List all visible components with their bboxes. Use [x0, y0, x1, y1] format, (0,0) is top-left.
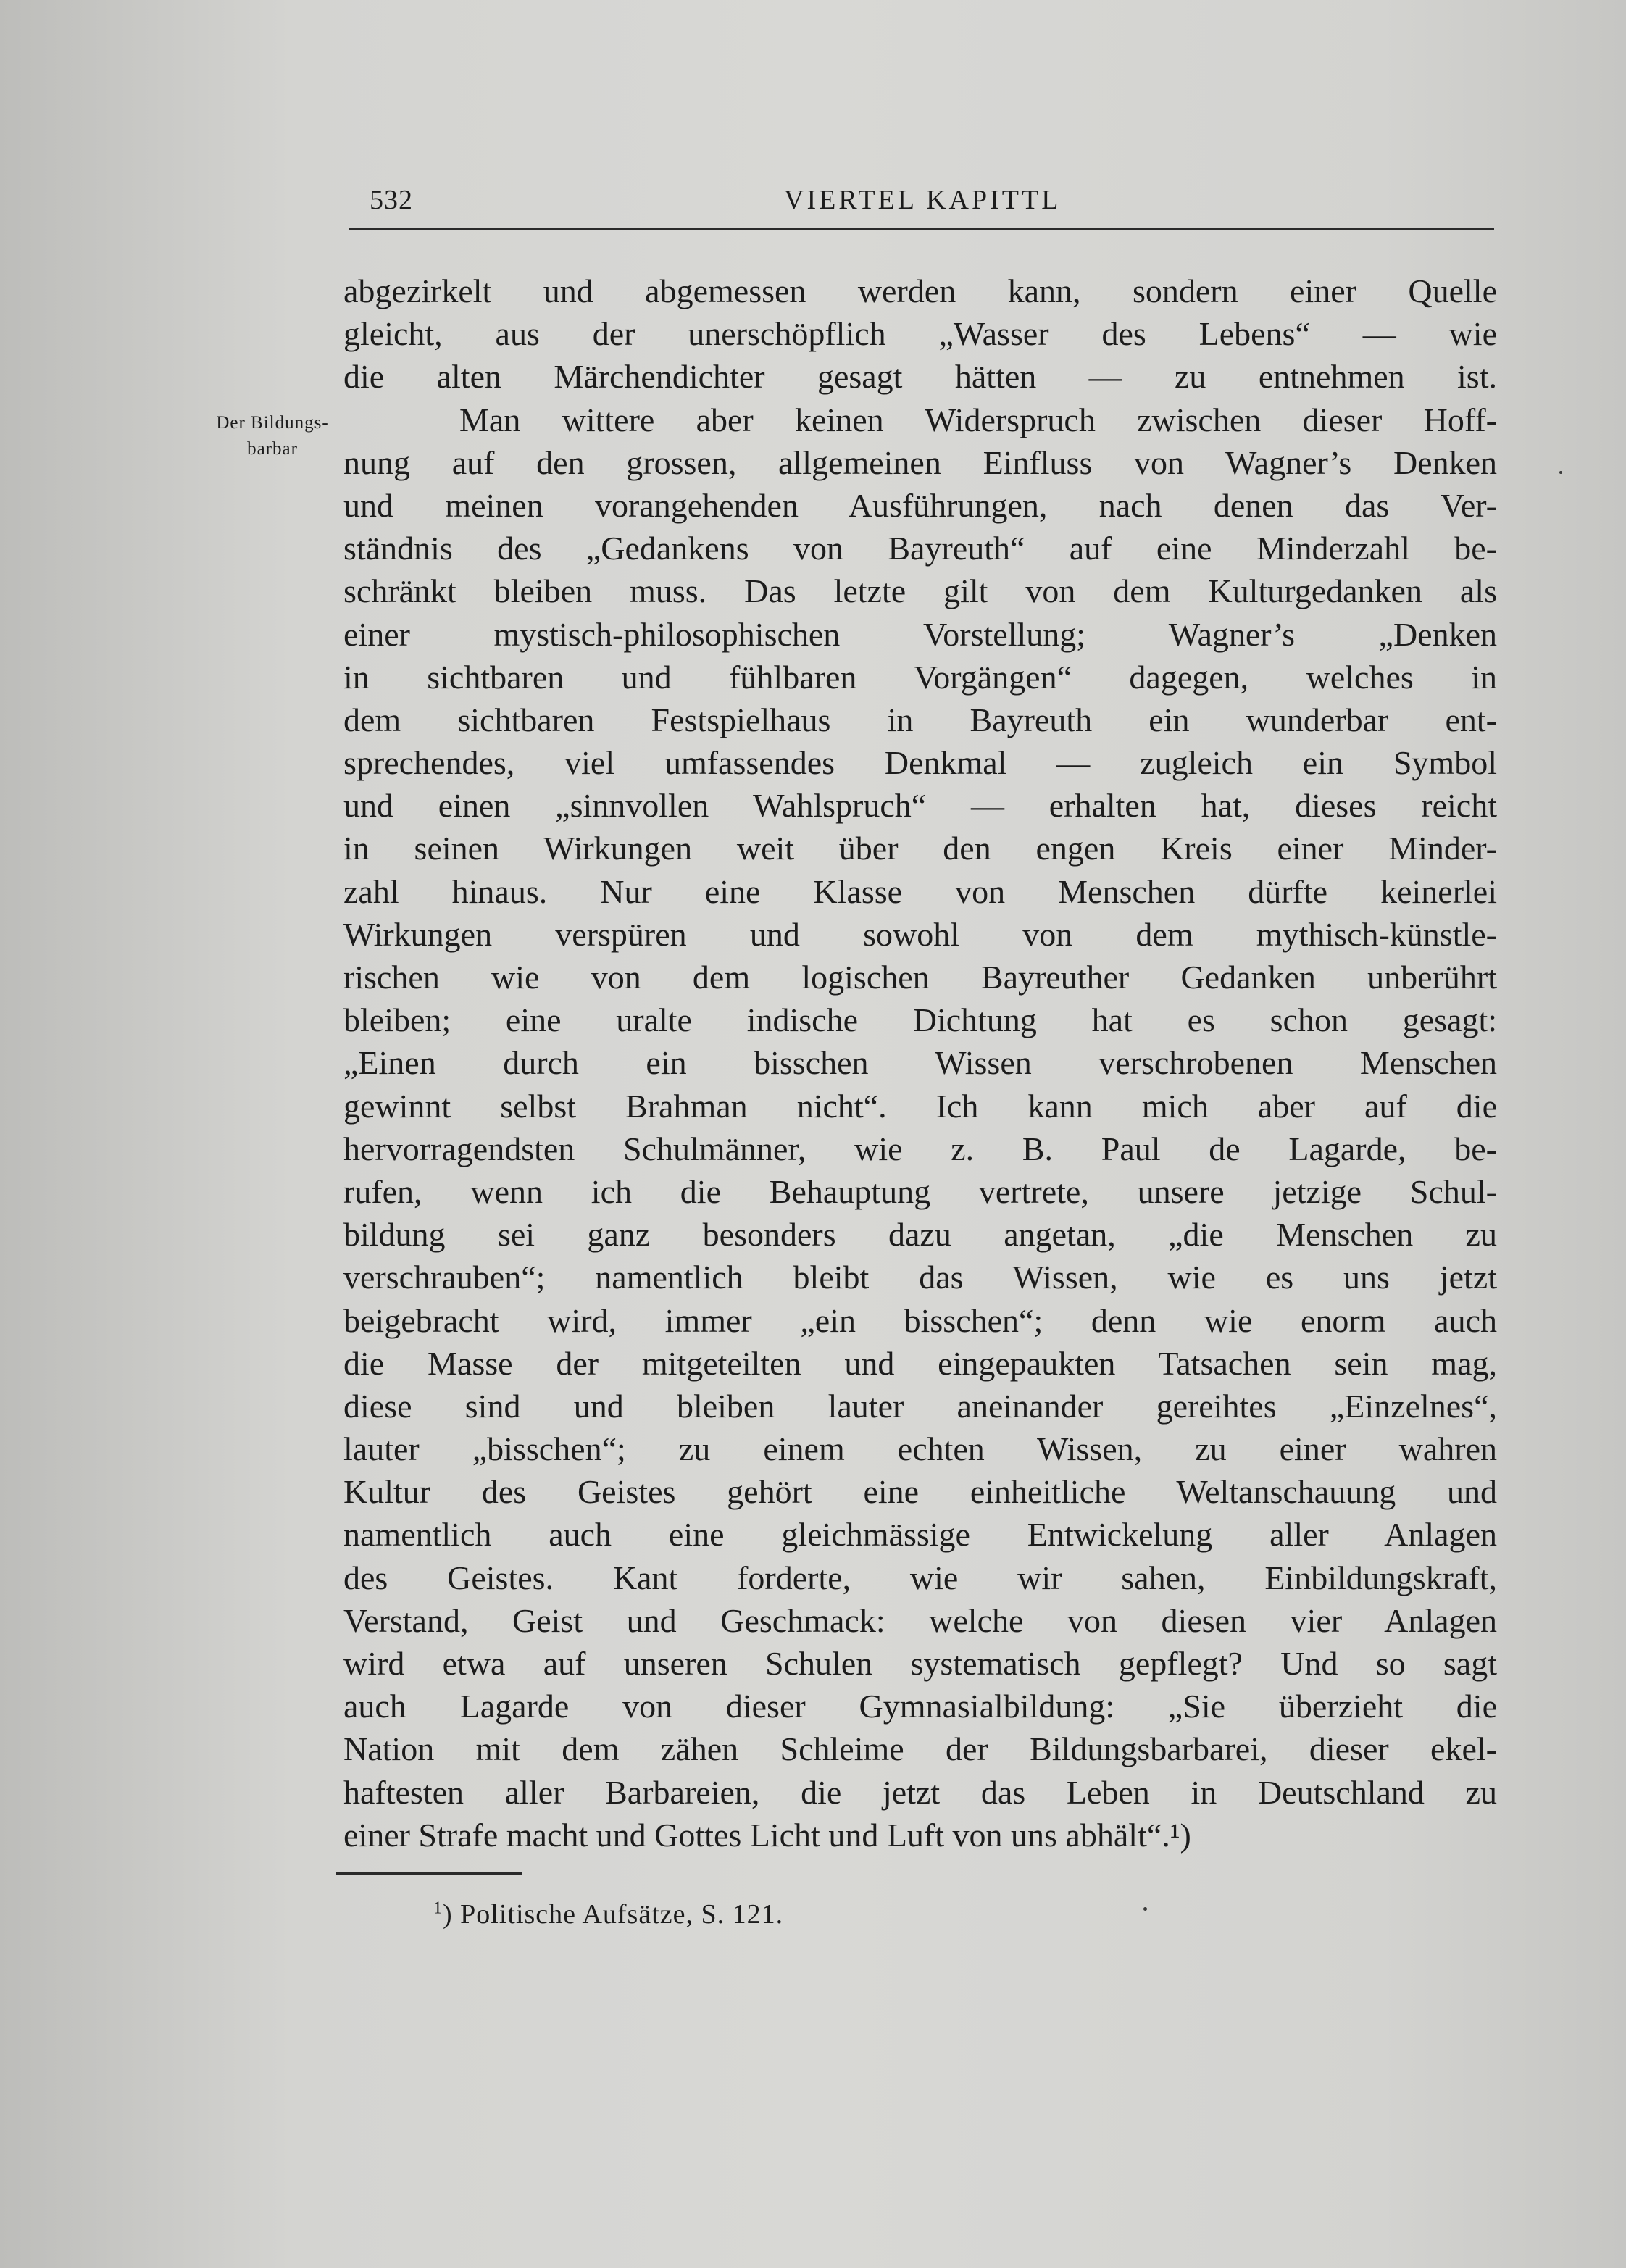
- text-line: ständnis des „Gedankens von Bayreuth“ auf eine Minderzahl be-: [343, 530, 1497, 567]
- body-text: [343, 270, 1497, 1856]
- text-line: Wirkungen verspüren und sowohl von dem mythisch-künstle-: [343, 915, 1497, 953]
- text-line: lauter „bisschen“; zu einem echten Wissen, zu einer wahren: [343, 1430, 1497, 1468]
- text-line: abgezirkelt und abgemessen werden kann, sondern einer Quelle: [343, 272, 1497, 309]
- page-header: [349, 180, 1493, 223]
- marginal-note-line-1: Der Bildungs-: [216, 413, 329, 433]
- text-line: einer Strafe macht und Gottes Licht und Luft von uns abhält“.¹): [343, 1816, 1191, 1854]
- text-line: gleicht, aus der unerschöpflich „Wasser des Lebens“ — wie: [343, 315, 1497, 353]
- text-line: „Einen durch ein bisschen Wissen verschrobenen Menschen: [343, 1044, 1497, 1082]
- paper-speck: [1559, 471, 1562, 474]
- text-line: dem sichtbaren Festspielhaus in Bayreuth ein wunderbar ent-: [343, 701, 1497, 738]
- page-number: 532: [370, 185, 413, 215]
- text-line: Nation mit dem zähen Schleime der Bildungsbarbarei, dieser ekel-: [343, 1730, 1497, 1768]
- text-line: sprechendes, viel umfassendes Denkmal — zugleich ein Symbol: [343, 744, 1497, 782]
- text-line: in sichtbaren und fühlbaren Vorgängen“ dagegen, welches in: [343, 658, 1497, 696]
- text-line: Verstand, Geist und Geschmack: welche von diesen vier Anlagen: [343, 1601, 1497, 1639]
- text-line: gewinnt selbst Brahman nicht“. Ich kann mich aber auf die: [343, 1087, 1497, 1125]
- text-line: und einen „sinnvollen Wahlspruch“ — erhalten hat, dieses reicht: [343, 787, 1497, 825]
- text-line: des Geistes. Kant forderte, wie wir sahen, Einbildungskraft,: [343, 1559, 1497, 1596]
- header-rule: [349, 228, 1494, 230]
- footnote: [433, 1898, 783, 1930]
- paper-speck: [1143, 1907, 1147, 1911]
- text-line: einer mystisch-philosophischen Vorstellung; Wagner’s „Denken: [343, 615, 1497, 653]
- text-line: verschrauben“; namentlich bleibt das Wissen, wie es uns jetzt: [343, 1259, 1497, 1296]
- footnote-rule: [336, 1872, 522, 1875]
- text-line: rischen wie von dem logischen Bayreuther Gedanken unberührt: [343, 959, 1497, 996]
- text-line: beigebracht wird, immer „ein bisschen“; denn wie enorm auch: [343, 1301, 1497, 1339]
- footnote-text: ) Politische Aufsätze, S. 121.: [443, 1899, 784, 1930]
- text-line: und meinen vorangehenden Ausführungen, nach denen das Ver-: [343, 486, 1497, 524]
- text-line: schränkt bleiben muss. Das letzte gilt von dem Kulturgedanken als: [343, 572, 1497, 610]
- text-line: Man wittere aber keinen Widerspruch zwischen dieser Hoff-: [459, 401, 1497, 438]
- text-line: rufen, wenn ich die Behauptung vertrete, unsere jetzige Schul-: [343, 1172, 1497, 1210]
- text-line: zahl hinaus. Nur eine Klasse von Menschen dürfte keinerlei: [343, 872, 1497, 910]
- text-line: auch Lagarde von dieser Gymnasialbildung: „Sie überzieht die: [343, 1688, 1497, 1725]
- text-line: namentlich auch eine gleichmässige Entwickelung aller Anlagen: [343, 1516, 1497, 1554]
- marginal-note-line-2: barbar: [247, 439, 298, 459]
- running-head: VIERTEL KAPITTL: [784, 185, 1062, 215]
- text-line: bildung sei ganz besonders dazu angetan, „die Menschen zu: [343, 1216, 1497, 1254]
- text-line: in seinen Wirkungen weit über den engen Kreis einer Minder-: [343, 830, 1497, 867]
- text-line: nung auf den grossen, allgemeinen Einfluss von Wagner’s Denken: [343, 443, 1497, 481]
- text-line: Kultur des Geistes gehört eine einheitliche Weltanschauung und: [343, 1473, 1497, 1511]
- footnote-marker: 1: [433, 1898, 443, 1918]
- text-line: bleiben; eine uralte indische Dichtung hat es schon gesagt:: [343, 1001, 1497, 1039]
- text-line: hervorragendsten Schulmänner, wie z. B. Paul de Lagarde, be-: [343, 1130, 1497, 1167]
- text-line: haftesten aller Barbareien, die jetzt das Leben in Deutschland zu: [343, 1773, 1497, 1811]
- text-line: die Masse der mitgeteilten und eingepaukten Tatsachen sein mag,: [343, 1344, 1497, 1382]
- text-line: die alten Märchendichter gesagt hätten — zu entnehmen ist.: [343, 358, 1497, 396]
- text-line: diese sind und bleiben lauter aneinander gereihtes „Einzelnes“,: [343, 1387, 1497, 1425]
- text-line: wird etwa auf unseren Schulen systematisch gepflegt? Und so sagt: [343, 1645, 1497, 1682]
